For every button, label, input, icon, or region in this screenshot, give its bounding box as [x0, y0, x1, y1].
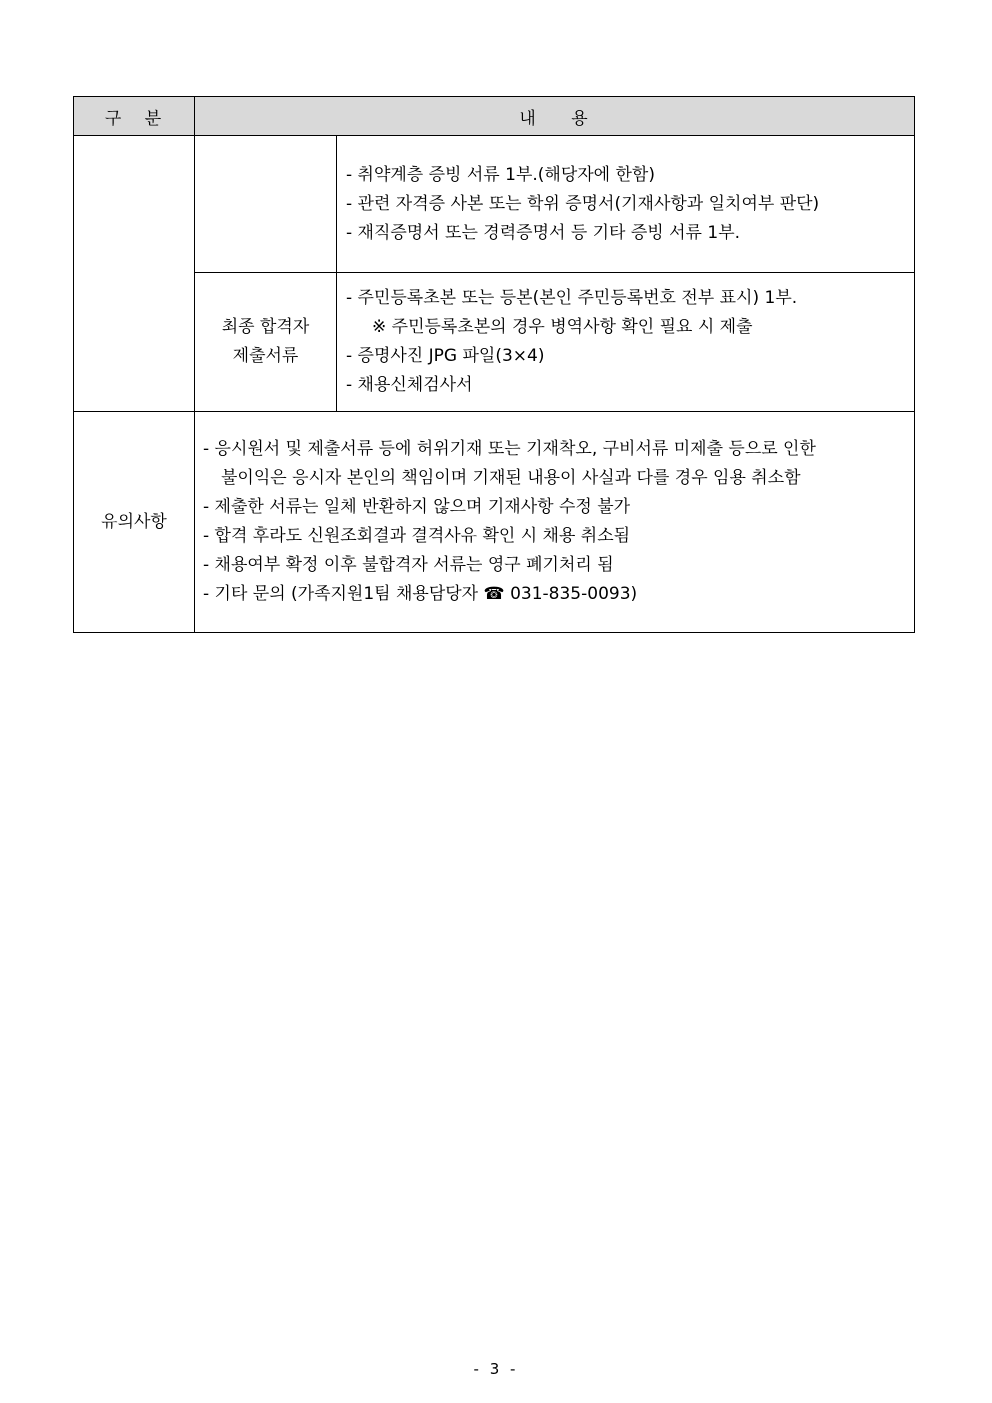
list-item: - 채용여부 확정 이후 불합격자 서류는 영구 폐기처리 됨 [203, 555, 614, 575]
list-item-continuation: 불이익은 응시자 본인의 책임이며 기재된 내용이 사실과 다를 경우 임용 취소함 [221, 468, 801, 488]
general-docs-list [346, 161, 914, 248]
list-item: - 취약계층 증빙 서류 1부.(해당자에 한함) [346, 164, 655, 185]
list-item: - 관련 자격증 사본 또는 학위 증명서(기재사항과 일치여부 판단) [346, 193, 820, 214]
table-row [74, 136, 915, 273]
final-docs-label-line2: 제출서류 [232, 346, 299, 366]
list-item: - 채용신체검사서 [346, 375, 473, 395]
page-number: - 3 - [473, 1360, 519, 1378]
final-docs-label-line1: 최종 합격자 [221, 317, 310, 337]
table-row [74, 273, 915, 412]
list-item: - 주민등록초본 또는 등본(본인 주민등록번호 전부 표시) 1부. [346, 288, 798, 308]
notes-label: 유의사항 [74, 412, 195, 633]
general-docs-cell [337, 136, 915, 273]
final-docs-list [346, 284, 914, 400]
requirements-table [73, 96, 915, 633]
list-item: - 합격 후라도 신원조회결과 결격사유 확인 시 채용 취소됨 [203, 526, 631, 546]
notes-cell [195, 412, 915, 633]
header-category: 구 분 [74, 97, 195, 136]
category-cell-empty [74, 136, 195, 412]
list-item-note: ※ 주민등록초본의 경우 병역사항 확인 필요 시 제출 [372, 317, 753, 337]
notes-list [203, 435, 914, 609]
list-item: - 증명사진 JPG 파일(3×4) [346, 346, 545, 366]
final-docs-label [195, 273, 337, 412]
subcategory-cell-empty [195, 136, 337, 273]
list-item: - 제출한 서류는 일체 반환하지 않으며 기재사항 수정 불가 [203, 497, 631, 517]
table-row [74, 412, 915, 633]
list-item: - 재직증명서 또는 경력증명서 등 기타 증빙 서류 1부. [346, 222, 741, 243]
final-docs-cell [337, 273, 915, 412]
list-item: - 기타 문의 (가족지원1팀 채용담당자 ☎ 031-835-0093) [203, 584, 638, 604]
table-header-row [74, 97, 915, 136]
header-content: 내 용 [195, 97, 915, 136]
list-item: - 응시원서 및 제출서류 등에 허위기재 또는 기재착오, 구비서류 미제출 등으로 인한 [203, 439, 816, 459]
